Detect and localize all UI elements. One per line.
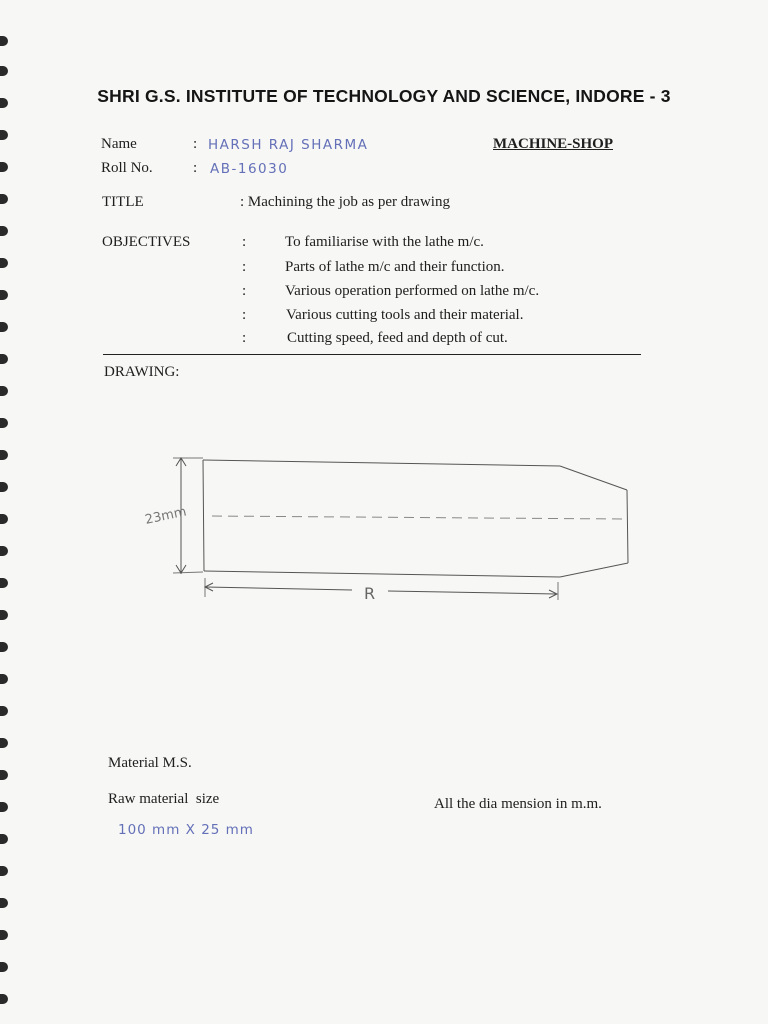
- title-value: : Machining the job as per drawing: [240, 194, 450, 210]
- title-label: TITLE: [102, 194, 144, 210]
- machine-shop-heading: MACHINE-SHOP: [493, 136, 613, 152]
- objective-item: To familiarise with the lathe m/c.: [285, 234, 484, 250]
- diameter-extension-bottom: [173, 572, 203, 573]
- objective-item: Various operation performed on lathe m/c.: [285, 283, 540, 299]
- chamfer-top: [560, 466, 627, 490]
- objective-colon: :: [242, 234, 247, 250]
- objective-colon: :: [242, 283, 247, 299]
- objective-item: Cutting speed, feed and depth of cut.: [287, 330, 508, 346]
- workpiece-end-face: [627, 490, 628, 563]
- objective-colon: :: [242, 307, 247, 323]
- workpiece-bottom-edge: [204, 571, 560, 577]
- roll-label: Roll No.: [101, 160, 153, 176]
- workpiece-top-edge: [203, 460, 560, 466]
- name-value: HARSH RAJ SHARMA: [208, 137, 369, 153]
- length-dimension-line-right: [388, 591, 556, 594]
- objective-item: Parts of lathe m/c and their function.: [285, 259, 505, 275]
- length-label: R: [364, 584, 376, 603]
- length-dimension-line-left: [206, 587, 352, 590]
- objectives-label: OBJECTIVES: [102, 234, 191, 250]
- workpiece-left-face: [203, 460, 204, 571]
- raw-material-label: Raw material size: [108, 791, 220, 807]
- raw-material-value: 100 mm X 25 mm: [118, 822, 254, 838]
- institute-heading: SHRI G.S. INSTITUTE OF TECHNOLOGY AND SCIENCE, INDORE - 3: [97, 86, 671, 106]
- roll-colon: :: [193, 160, 198, 176]
- objective-colon: :: [242, 259, 247, 275]
- dimension-note: All the dia mension in m.m.: [434, 796, 602, 812]
- material-line: Material M.S.: [108, 755, 192, 771]
- diameter-label: 23mm: [143, 504, 188, 528]
- objective-colon: :: [242, 330, 247, 346]
- name-label: Name: [101, 136, 137, 152]
- drawing-label: DRAWING:: [104, 364, 180, 380]
- objective-item: Various cutting tools and their material.: [286, 307, 524, 323]
- name-colon: :: [193, 136, 198, 152]
- centre-line: [212, 516, 622, 519]
- roll-value: AB-16030: [210, 161, 289, 177]
- chamfer-bottom: [560, 563, 628, 577]
